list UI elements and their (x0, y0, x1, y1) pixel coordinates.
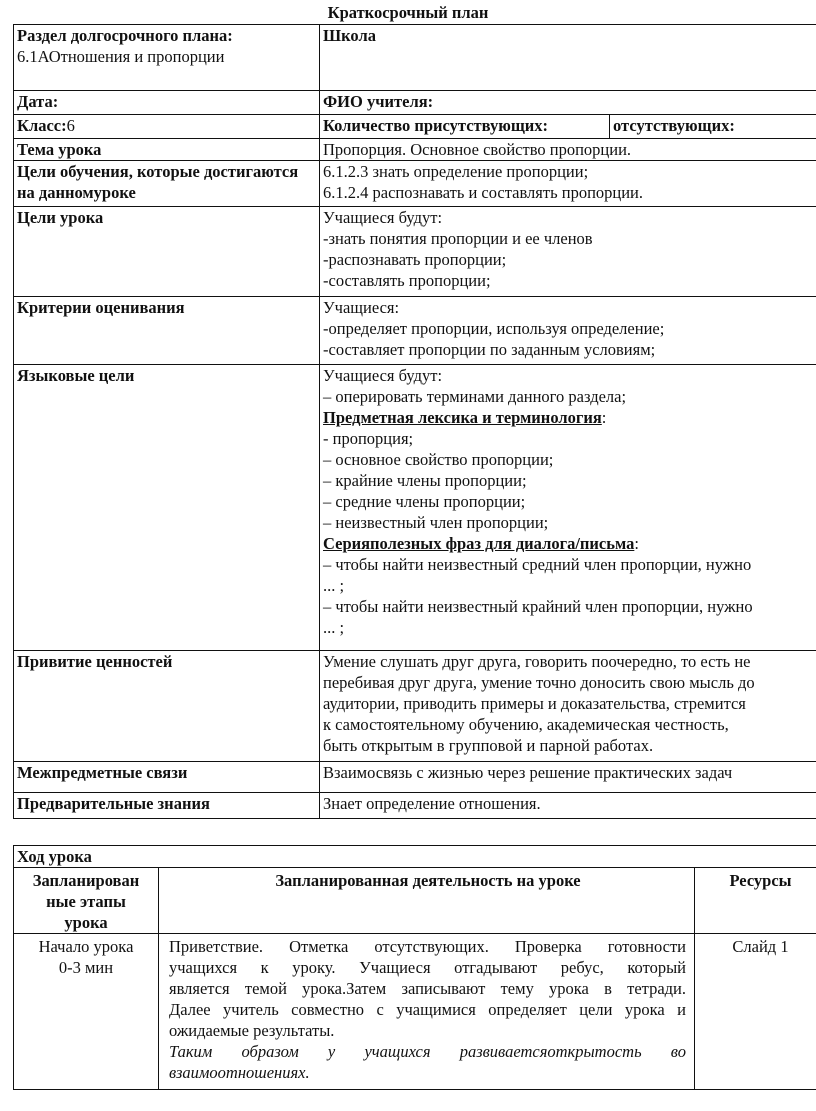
section-label: Раздел долгосрочного плана: (17, 26, 233, 45)
language-goals-values (320, 365, 816, 651)
row-class (14, 115, 816, 139)
row-lesson-goals (14, 207, 816, 297)
activity-line: Далее учитель совместно с учащимися определяет цели урока и (169, 1000, 686, 1019)
progress-columns-row (14, 868, 816, 934)
stage-name (14, 934, 159, 1090)
class-label: Класс: (17, 116, 67, 135)
lesson-progress-table (13, 845, 816, 1090)
plan-header-table (13, 24, 816, 819)
vocab-item: – крайние члены пропорции; (323, 471, 527, 490)
prior-knowledge-value: Знает определение отношения. (320, 793, 816, 819)
stage-row (14, 934, 816, 1090)
learning-goal-line: 6.1.2.3 знать определение пропорции; (323, 162, 589, 181)
criteria-label: Критерии оценивания (14, 297, 320, 365)
values-line: аудитории, приводить примеры и доказательства, стремится (323, 694, 746, 713)
row-prior-knowledge (14, 793, 816, 819)
row-language-goals (14, 365, 816, 651)
phrase-item: – чтобы найти неизвестный средний член пропорции, нужно (323, 555, 752, 574)
lesson-goal-line: Учащиеся будут: (323, 208, 443, 227)
phrases-heading-line: Серияполезных фраз для диалога/письма: (323, 534, 639, 553)
col-resources-header: Ресурсы (695, 868, 816, 934)
present-label: Количество присутствующих: (320, 115, 610, 139)
progress-heading: Ход урока (14, 846, 816, 868)
activity-italic-line: Таким образом у учащихся развиваетсяоткрытость во (169, 1042, 686, 1061)
values-line: к самостоятельному обучению, академическая честность, (323, 715, 729, 734)
vocab-item: – средние члены пропорции; (323, 492, 526, 511)
learning-goals-values (320, 161, 816, 207)
row-date (14, 91, 816, 115)
activity-line: ожидаемые результаты. (169, 1021, 335, 1040)
class-value: 6 (66, 116, 75, 135)
row-values (14, 651, 816, 762)
language-intro-line: Учащиеся будут: (323, 366, 443, 385)
lesson-goal-line: -распознавать пропорции; (323, 250, 507, 269)
row-interdisciplinary (14, 762, 816, 793)
topic-value: Пропорция. Основное свойство пропорции. (320, 139, 816, 161)
values-line: Умение слушать друг друга, говорить поочередно, то есть не (323, 652, 751, 671)
activity-italic-line: взаимоотношениях. (169, 1063, 310, 1082)
section-cell (14, 25, 320, 91)
vocab-heading-line: Предметная лексика и терминология: (323, 408, 607, 427)
activity-line: является темой урока.Затем записывают тему урока в тетради. (169, 979, 686, 998)
lesson-goal-line: -знать понятия пропорции и ее членов (323, 229, 593, 248)
lesson-goals-label: Цели урока (14, 207, 320, 297)
learning-goal-line: 6.1.2.4 распознавать и составлять пропорции. (323, 183, 644, 202)
class-cell (14, 115, 320, 139)
lesson-goals-values (320, 207, 816, 297)
topic-label: Тема урока (14, 139, 320, 161)
document-title: Краткосрочный план (327, 3, 489, 22)
stage-name-line: Начало урока (38, 937, 134, 956)
row-criteria (14, 297, 816, 365)
values-label: Привитие ценностей (14, 651, 320, 762)
phrase-item: – чтобы найти неизвестный крайний член пропорции, нужно (323, 597, 753, 616)
criteria-line: Учащиеся: (323, 298, 400, 317)
stage-activity (159, 934, 695, 1090)
row-learning-goals (14, 161, 816, 207)
vocab-item: - пропорция; (323, 429, 414, 448)
learning-goals-label: Цели обучения, которые достигаются на данномуроке (14, 161, 320, 207)
interdisciplinary-label: Межпредметные связи (14, 762, 320, 793)
teacher-label: ФИО учителя: (320, 91, 816, 115)
col-stages-header (14, 868, 159, 934)
date-label: Дата: (14, 91, 320, 115)
vocab-item: – неизвестный член пропорции; (323, 513, 549, 532)
language-intro-line: – оперировать терминами данного раздела; (323, 387, 627, 406)
phrase-item: ... ; (323, 618, 345, 637)
stage-time-line: 0-3 мин (58, 958, 114, 977)
values-line: быть открытым в групповой и парной работах. (323, 736, 654, 755)
vocab-heading: Предметная лексика и терминология (323, 408, 602, 427)
section-value: 6.1АОтношения и пропорции (17, 47, 225, 66)
lesson-goal-line: -составлять пропорции; (323, 271, 491, 290)
vocab-item: – основное свойство пропорции; (323, 450, 554, 469)
values-line: перебивая друг друга, умение точно доносить свою мысль до (323, 673, 755, 692)
col-activity-header: Запланированная деятельность на уроке (159, 868, 695, 934)
activity-line: Приветствие. Отметка отсутствующих. Проверка готовности (169, 937, 686, 956)
values-values (320, 651, 816, 762)
row-section (14, 25, 816, 91)
language-goals-label: Языковые цели (14, 365, 320, 651)
progress-heading-row (14, 846, 816, 868)
prior-knowledge-label: Предварительные знания (14, 793, 320, 819)
school-label: Школа (320, 25, 816, 91)
stage-resource: Слайд 1 (695, 934, 816, 1090)
col-stages-line: Запланирован (32, 871, 140, 890)
activity-line: учащихся к уроку. Учащиеся отгадывают ребус, который (169, 958, 686, 977)
col-stages-line: ные этапы (46, 892, 126, 911)
row-topic (14, 139, 816, 161)
interdisciplinary-value: Взаимосвязь с жизнью через решение практических задач (320, 762, 816, 793)
col-stages-line: урока (64, 913, 108, 932)
criteria-line: -определяет пропорции, используя определение; (323, 319, 665, 338)
criteria-line: -составляет пропорции по заданным условиям; (323, 340, 656, 359)
absent-label: отсутствующих: (610, 115, 816, 139)
phrases-heading: Серияполезных фраз для диалога/письма (323, 534, 635, 553)
criteria-values (320, 297, 816, 365)
phrase-item: ... ; (323, 576, 345, 595)
